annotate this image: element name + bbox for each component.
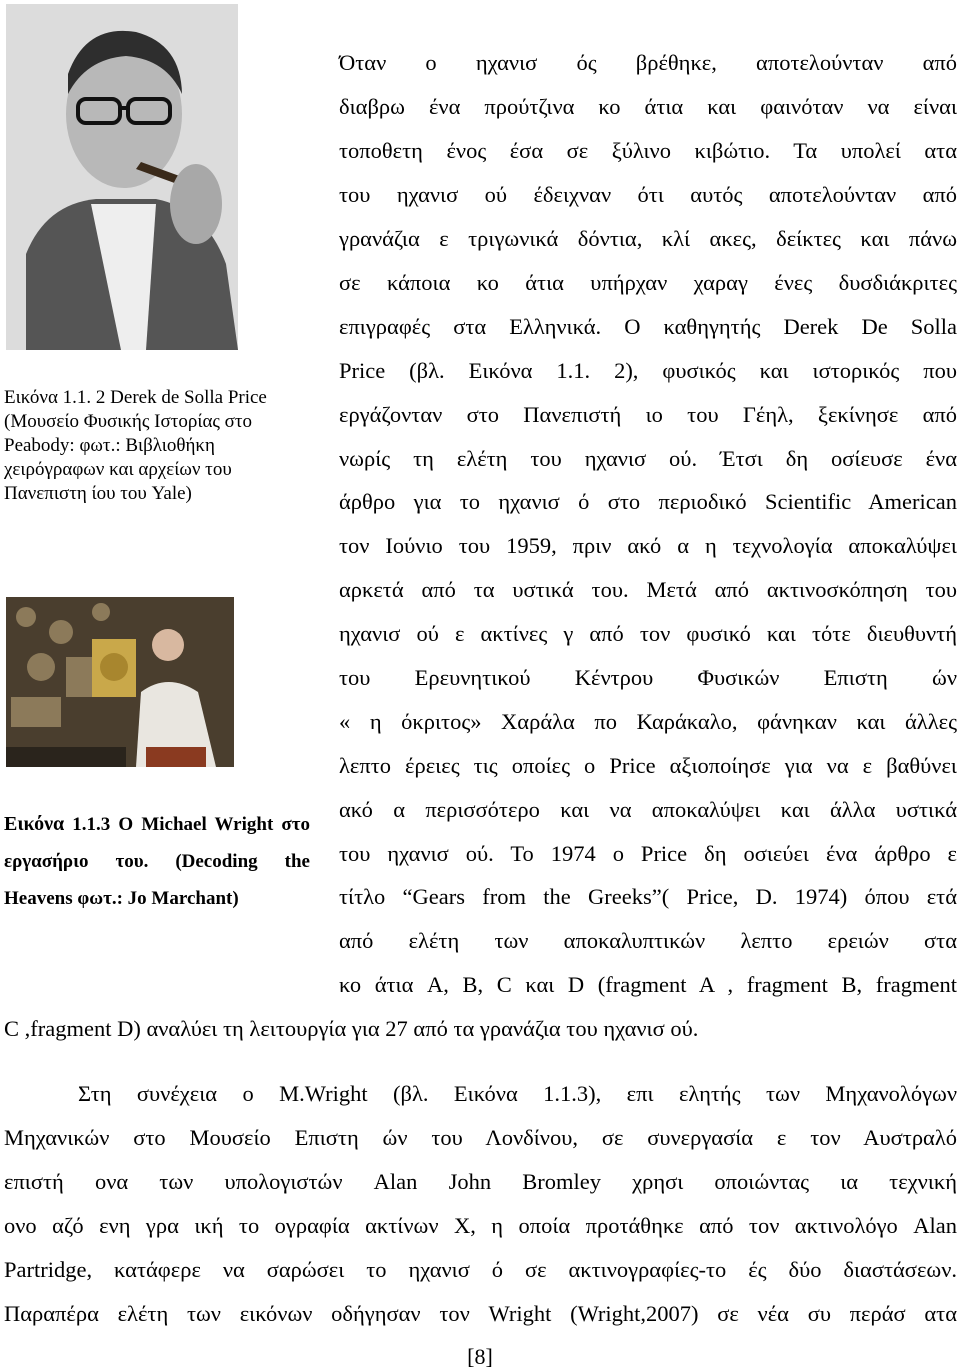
- text-line: σε κάποια κο άτια υπήρχαν χαραγ ένες δυσδιάκριτες: [339, 270, 957, 295]
- text-line: του ηχανισ ού. Το 1974 ο Price δη οσιεύει ένα άρθρο ε: [339, 841, 957, 866]
- text-line: αρκετά από τα υστικά του. Μετά από ακτινοσκόπηση του: [339, 577, 957, 602]
- figure-caption-2-label: Εικόνα: [4, 813, 65, 835]
- workshop-photo: [6, 597, 234, 767]
- text-line: Στη συνέχεια ο M.Wright (βλ. Εικόνα 1.1.3), επι ελητής των Μηχανολόγων: [78, 1081, 957, 1106]
- figure-caption-1: Εικόνα 1.1. 2 Derek de Solla Price (Μουσείο Φυσικής Ιστορίας στο Peabody: φωτ.: Βιβλιοθήκη χειρόγραφων και αρχείων του Πανεπιστη ίου του Yale): [4, 387, 267, 504]
- portrait-photo: [6, 4, 238, 350]
- text-line: C ,fragment D) αναλύει τη λειτουργία για 27 από τα γρανάζια του ηχανισ ού.: [4, 1016, 699, 1041]
- text-line: επιγραφές στα Ελληνικά. Ο καθηγητής Derek De Solla: [339, 314, 957, 339]
- text-line: του ηχανισ ού έδειχναν ότι αυτός αποτελούνταν από: [339, 182, 957, 207]
- workshop-photo-graphic: [6, 597, 234, 767]
- text-line: « η όκριτος» Χαράλα πο Καράκαλο, φάνηκαν και άλλες: [339, 709, 957, 734]
- text-line: άρθρο για το ηχανισ ό στο περιοδικό Scientific American: [339, 489, 957, 514]
- text-line: Price (βλ. Εικόνα 1.1. 2), φυσικός και ιστορικός που: [339, 358, 957, 383]
- text-line: ονο αζό ενη γρα ική το ογραφία ακτίνων Χ, η οποία προτάθηκε από τον ακτινολόγο Alan: [4, 1213, 957, 1238]
- text-line: επιστή ονα των υπολογιστών Alan John Bromley χρησι οποιώντας ια τεχνική: [4, 1169, 957, 1194]
- text-line: Όταν ο ηχανισ ός βρέθηκε, αποτελούνταν από: [339, 50, 957, 75]
- text-line: εργάζονταν στο Πανεπιστή ιο του Γέηλ, ξεκίνησε από: [339, 402, 957, 427]
- figure-caption-2-text: 1.1.3 Ο Michael Wright στο εργασήριο του. (Decoding the Heavens φωτ.: Jo Marchant): [4, 814, 310, 909]
- portrait-photo-graphic: [6, 4, 238, 350]
- text-line: ακό α περισσότερο και να αποκαλύψει και άλλα υστικά: [339, 797, 957, 822]
- text-line: γρανάζια ε τριγωνικά δόντια, κλί ακες, δείκτες και πάνω: [339, 226, 957, 251]
- text-line: κο άτια A, B, C και D (fragment A , fragment B, fragment: [339, 972, 957, 997]
- text-line: τοποθετη ένος έσα σε ξύλινο κιβώτιο. Τα υπολεί ατα: [339, 138, 957, 163]
- text-line: νωρίς τη ελέτη του ηχανισ ού. Έτσι δη οσίευσε ένα: [339, 446, 957, 471]
- text-line: από ελέτη των αποκαλυπτικών λεπτο ερειών στα: [339, 928, 957, 953]
- text-line: τον Ιούνιο του 1959, πριν ακό α η τεχνολογία αποκαλύψει: [339, 533, 957, 558]
- text-line: διαβρω ένα προύτζινα κο άτια και φαινόταν να είναι: [339, 94, 957, 119]
- text-line: ηχανισ ού ε ακτίνες γ από τον φυσικό και τότε διευθυντή: [339, 621, 957, 646]
- text-line: Partridge, κατάφερε να σαρώσει το ηχανισ ό σε ακτινογραφίες-το ές δύο διαστάσεων.: [4, 1257, 957, 1282]
- text-line: λεπτο έρειες τις οποίες ο Price αξιοποίησε για να ε βαθύνει: [339, 753, 957, 778]
- text-line: Μηχανικών στο Μουσείο Επιστη ών του Λονδίνου, σε συνεργασία ε τον Αυστραλό: [4, 1125, 957, 1150]
- page-number: [8]: [467, 1344, 493, 1369]
- text-line: τίτλο “Gears from the Greeks”( Price, D. 1974) όπου ετά: [339, 884, 957, 909]
- text-line: του Ερευνητικού Κέντρου Φυσικών Επιστη ών: [339, 665, 957, 690]
- figure-caption-2: [4, 806, 310, 917]
- text-line: Παραπέρα ελέτη των εικόνων οδήγησαν τον Wright (Wright,2007) σε νέα συ περάσ ατα: [4, 1301, 957, 1326]
